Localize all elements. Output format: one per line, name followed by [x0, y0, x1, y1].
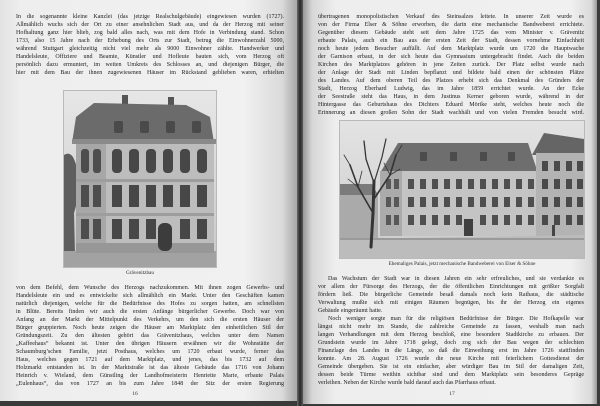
- left-page-number: 16: [132, 391, 138, 397]
- window: [163, 149, 173, 173]
- window: [432, 215, 438, 225]
- window: [197, 185, 207, 207]
- window: [456, 215, 462, 225]
- text-line: langen Verhandlungen mit dem Herzog beschloß, eine besondere Stadtkirche zu erbauen. Der: [318, 332, 584, 338]
- window: [554, 215, 560, 225]
- window: [542, 197, 548, 207]
- window: [180, 149, 190, 173]
- right-figure-caption: Ehemaliges Palais, jetzt mechanische Bandweberei von Elser & Söhne: [388, 261, 536, 267]
- left-page-top-text: [16, 13, 284, 77]
- window: [129, 149, 139, 173]
- text-line: längst nicht mehr im Stande, die zahlreiche Gemeinde zu fassen, weshalb man nach: [318, 324, 584, 330]
- window: [554, 197, 560, 207]
- text-line: erbaute Palais, auch ein Bau aus der ersten Zeit der Stadt, dessen vornehme Einfachheit: [318, 38, 584, 44]
- window: [554, 179, 560, 189]
- window: [566, 161, 572, 171]
- dormer-window: [508, 152, 515, 161]
- text-line: Heinrich v. Wieland, dem Günstling der Landhofmeisterin Henriette Marie, erbaute Palais: [16, 373, 284, 379]
- window: [394, 179, 399, 189]
- window: [432, 197, 438, 207]
- text-line: von der Firma Elser & Söhne erworben, die darin eine mechanische Bandweberei errichtete.: [318, 22, 584, 28]
- cornice: [72, 139, 216, 144]
- left-figure-caption: Grävenitzbau: [126, 270, 154, 276]
- window: [180, 219, 190, 239]
- window: [528, 197, 534, 207]
- window: [542, 179, 548, 189]
- window: [408, 197, 414, 207]
- window: [577, 215, 583, 225]
- window: [468, 179, 474, 189]
- text-line: Gründungszeit. Zu den ältesten gehört das Grävenitzhaus, welches unter dem Namen: [16, 333, 284, 339]
- window: [420, 197, 426, 207]
- window: [566, 215, 572, 225]
- window: [444, 197, 450, 207]
- pedestrian: [552, 225, 555, 236]
- window: [93, 149, 101, 173]
- text-line: Das Wachstum der Stadt war in diesen Jahren ein sehr erfreuliches, und sie verdankte es: [328, 276, 584, 282]
- text-line: in Blüte. Bereits finden wir auch die ersten Anfänge bürgerlicher Gewerbe. Doch war von: [16, 309, 284, 315]
- dormer-window: [420, 152, 427, 161]
- text-line: Grundstein wurde im Jahre 1718 gelegt, doch zog sich der Bau wegen der schlechten: [318, 340, 584, 346]
- window: [504, 215, 510, 225]
- window: [504, 197, 510, 207]
- text-line: von dem Befehl, dem Wunsche des Herzogs nachzukommen. Mit ihnen zogen Gewerbs- und: [16, 285, 284, 291]
- window: [394, 197, 399, 207]
- window: [81, 185, 89, 207]
- window: [386, 197, 391, 207]
- window: [408, 179, 414, 189]
- dormer-window: [450, 152, 457, 161]
- text-line: übertragenen monopolistischen Verkauf des Steinsalzes leitete. In unserer Zeit wurde es: [318, 14, 584, 20]
- window: [577, 197, 583, 207]
- text-line: Erinnerung an diesen großen Sohn der Stadt wachhält und von vielen Fremden besucht wird.: [318, 110, 584, 116]
- right-page: [303, 0, 597, 404]
- left-page: [0, 0, 297, 401]
- window: [577, 179, 583, 189]
- plinth: [76, 243, 214, 253]
- text-line: natürlich diejenigen, welche für die Bedürfnisse des Hofes zu sorgen hatten, am schnellsten: [16, 301, 284, 307]
- window: [456, 179, 462, 189]
- window: [480, 179, 486, 189]
- window: [197, 149, 207, 173]
- text-line: Handelsleute, Offiziere und Beamte, Künstler und Hofleute bauten sich, vom Herzog oft: [16, 54, 284, 60]
- window: [528, 179, 534, 189]
- ground: [64, 251, 216, 267]
- text-line: Schaumburg’schen Familie, jetzt Posthaus, welches um 1720 erbaut wurde, ferner das: [16, 349, 284, 355]
- text-line: Finanzlage des Landes in die Länge, so daß die Einweihung erst im Jahre 1726 stattfinden: [318, 348, 584, 354]
- left-page-bottom-text: [16, 284, 284, 388]
- window: [480, 197, 486, 207]
- text-line: Anfang an der Markt der Mittelpunkt des Verkehrs, um den sich die ersten Häuser der: [16, 317, 284, 323]
- dormer-window: [114, 121, 123, 133]
- right-page-bottom-paragraph-1: [318, 275, 584, 315]
- window: [146, 185, 156, 207]
- window: [456, 197, 462, 207]
- text-line: der Anlage der Stadt mit Linden bepflanzt und bildete bald einen der schönsten Plätze: [318, 70, 584, 76]
- text-line: Noch weniger sorgte man für die religiösen Bedürfnisse der Bürger. Die Hofkapelle war: [328, 316, 584, 322]
- text-line: Haus, welches gegen 1721 auf dem Marktplatz, und jenes, das bis 1732 auf dem: [16, 357, 284, 363]
- text-line: Gebäude eingeräumt hatte.: [318, 308, 383, 314]
- window: [420, 179, 426, 189]
- window: [444, 215, 450, 225]
- window: [129, 219, 139, 239]
- window: [516, 197, 522, 207]
- text-line: Bürger gruppierten. Noch heute zeigen die Häuser am Marktplatz den einheitlichen Stil der: [16, 325, 284, 331]
- text-line: Kirchen des Marktplatzes gehören in jene Zeiten zurück. Der Platz selbst wurde nach: [318, 62, 584, 68]
- window: [516, 179, 522, 189]
- text-line: der Seestraße steht das Haus, in dem Justinus Kerner geboren wurde, während in der: [318, 94, 584, 100]
- right-page-number: 17: [449, 391, 455, 397]
- text-line: Allmählich wuchs sich der Ort zu einer ansehnlichen Stadt aus, und da der Herzog mit seiner: [16, 22, 284, 28]
- text-line: Hofhaltung ganz hier blieb, zog bald alles nach, was mit dem Hofe in Verbindung stand. Schon: [16, 30, 284, 36]
- dormer-window: [166, 121, 175, 133]
- window: [528, 215, 534, 225]
- dormer-window: [192, 121, 201, 133]
- text-line: verleihen. Neben der Kirche wurde bald darauf auch das Pfarrhaus erbaut.: [318, 380, 496, 386]
- entrance-door: [158, 223, 172, 251]
- palace-photo: [64, 91, 216, 267]
- text-line: der Garnison erbaut, in der sich heute das Gymnasium untergebracht findet. Auch die beiden: [318, 54, 584, 60]
- street-buildings-photo: [340, 121, 584, 258]
- window: [492, 215, 498, 225]
- text-line: 1733, also 15 Jahre nach der Erhebung des Orts zur Stadt, betrug die Einwohnerzahl 5000,: [16, 38, 284, 44]
- text-line: Holzmarkt entstanden ist. In der Marktstraße ist das älteste Gebäude das 1716 von Johann: [16, 365, 284, 371]
- window: [492, 197, 498, 207]
- text-line: vor allem der Fürsorge des Herzogs, der die öffentlichen Einrichtungen mit größter Sorgfalt: [318, 284, 584, 290]
- window: [420, 215, 426, 225]
- dormer-window: [140, 121, 149, 133]
- text-line: dessen beide Türme weithin sichtbar sind und dem Marktplatz sein besonderes Gepräge: [318, 372, 584, 378]
- window: [197, 219, 207, 239]
- window: [468, 197, 474, 207]
- text-line: Verwaltung mußte sich mit einigen Räumen begnügen, bis ihr der Herzog ein eigenes: [318, 300, 584, 306]
- floor-band: [76, 179, 214, 182]
- window: [516, 215, 522, 225]
- window: [180, 185, 190, 207]
- text-line: Handelsleute ein und es entwickelte sich allmählich ein Markt. Unter den Geschäften kamen: [16, 293, 284, 299]
- window: [394, 215, 399, 225]
- text-line: noch heute jedem Besucher auffällt. Auf dem Marktplatz wurde um 1720 die Hauptwache: [318, 46, 584, 52]
- dormer-window: [480, 152, 487, 161]
- text-line: konnte. Am 28. August 1726 wurde die neue Kirche mit feierlichem Gottesdienst der: [318, 356, 584, 362]
- window: [444, 179, 450, 189]
- window: [542, 215, 548, 225]
- window: [81, 149, 89, 173]
- text-line: In die sogenannte kleine Kanzlei (das jetzige Realschulgebäude) eingewiesen wurden (1727).: [16, 14, 284, 20]
- window: [112, 149, 122, 173]
- text-line: Gemeinde übergeben. Sie ist ein einfacher, aber würdiger Bau im Stil der damaligen Zeit,: [318, 364, 584, 370]
- corner-facade: [76, 141, 106, 253]
- right-page-top-text: [318, 13, 584, 117]
- window: [504, 179, 510, 189]
- window: [432, 179, 438, 189]
- text-line: während Stuttgart gleichzeitig nicht viel mehr als 9000 Einwohner zählte. Handwerker und: [16, 46, 284, 52]
- window: [81, 219, 89, 239]
- window: [408, 215, 414, 225]
- text-line: fördern ließ. Die bürgerliche Gemeinde besaß damals noch kein Rathaus, die städtische: [318, 292, 584, 298]
- window: [492, 179, 498, 189]
- text-line: „Eulenhaus“, das von 1727 an bis zum Jahre 1848 der Sitz der ersten Regierung: [16, 381, 284, 387]
- window: [554, 161, 560, 171]
- window: [112, 219, 122, 239]
- window: [93, 219, 101, 239]
- window: [146, 219, 156, 239]
- window: [566, 179, 572, 189]
- text-line: Stadt, Herzog Eberhard Ludwig, das im Jahre 1859 errichtet wurde. An der Ecke: [318, 86, 584, 92]
- sidewalk-edge: [340, 238, 584, 240]
- doorway: [464, 219, 473, 236]
- right-page-bottom-paragraph-2: [318, 315, 584, 387]
- window: [480, 215, 486, 225]
- text-line: des Landes. Auf dem oberen Teil des Platzes erhebt sich das Denkmal des Gründers der: [318, 78, 584, 84]
- window: [163, 185, 173, 207]
- window: [112, 185, 122, 207]
- window: [129, 185, 139, 207]
- window: [386, 215, 391, 225]
- text-line: hier mit dem Bau der ihnen zugewiesenen Häuser im Rückstand geblieben waren, erhielten: [16, 70, 284, 76]
- text-line: Gegenüber diesem Gebäude steht seit dem Jahre 1725 das vom Minister v. Grävenitz: [318, 30, 584, 36]
- text-line: persönlich dazu ermuntert, im weiten Umkreis des Schlosses an, und diejenigen Bürger, die: [16, 62, 284, 68]
- text-line: Hintergasse das Geburtshaus des Dichters Eduard Mörike steht, welches heute noch die: [318, 102, 584, 108]
- window: [146, 149, 156, 173]
- window: [577, 161, 583, 171]
- text-line: „Kaffeehaus“ bekannt ist. Unter den übrigen Häusern erwähnen wir die Wohnstätte der: [16, 341, 284, 347]
- floor-band: [76, 213, 214, 216]
- window: [566, 197, 572, 207]
- window: [542, 161, 548, 171]
- window: [93, 185, 101, 207]
